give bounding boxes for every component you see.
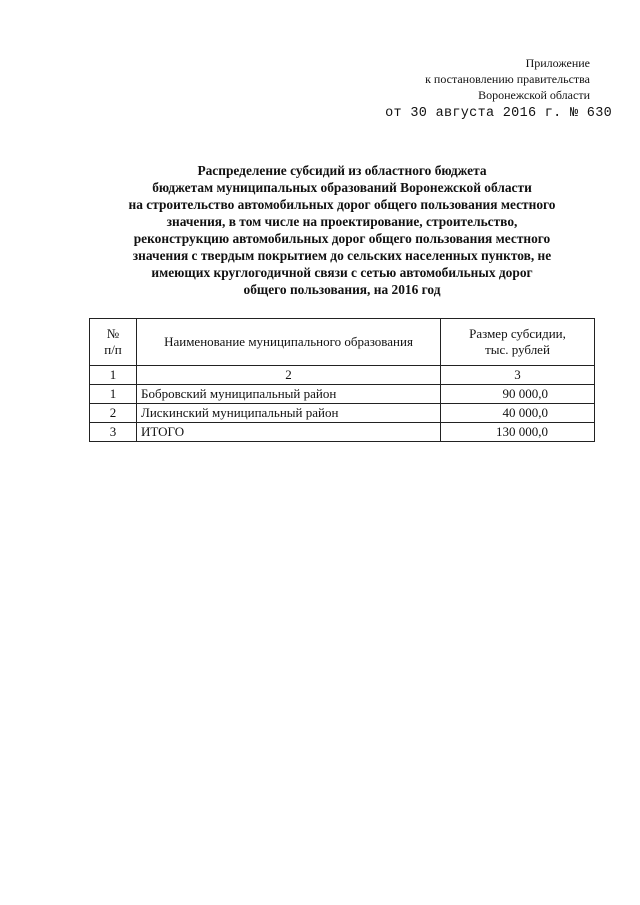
title-line: значения с твердым покрытием до сельских населенных пунктов, не: [132, 248, 552, 263]
header-subsidy-line2: тыс. рублей: [485, 342, 550, 357]
appendix-line: к постановлению правительства: [425, 72, 590, 86]
header-number-sign: №: [106, 326, 120, 341]
row-total-subsidy: 130 000,0: [441, 423, 595, 442]
subsidies-table: [89, 318, 595, 442]
appendix-line: Воронежской области: [478, 88, 590, 102]
title-line: имеющих круглогодичной связи с сетью автомобильных дорог: [151, 265, 533, 280]
row-subsidy: 90 000,0: [441, 385, 595, 404]
column-index: 3: [441, 366, 595, 385]
header-number-abbr: п/п: [104, 342, 122, 357]
table-row: [90, 404, 595, 423]
title-line: на строительство автомобильных дорог общего пользования местного: [128, 197, 556, 212]
row-municipality: Бобровский муниципальный район: [137, 385, 441, 404]
column-index: 2: [137, 366, 441, 385]
title-line: бюджетам муниципальных образований Воронежской области: [152, 180, 532, 195]
column-index: 1: [90, 366, 137, 385]
column-index-row: [90, 366, 595, 385]
header-subsidy-line1: Размер субсидии,: [469, 326, 566, 341]
row-subsidy: 40 000,0: [441, 404, 595, 423]
header-municipality: Наименование муниципального образования: [137, 319, 441, 366]
document-title: [90, 162, 594, 298]
table-row-total: [90, 423, 595, 442]
row-number: 3: [90, 423, 137, 442]
resolution-date-number: от 30 августа 2016 г. № 630: [385, 106, 612, 121]
table-header-row: [90, 319, 595, 366]
table-row: [90, 385, 595, 404]
row-number: 2: [90, 404, 137, 423]
title-line: реконструкцию автомобильных дорог общего пользования местного: [133, 231, 551, 246]
title-line: общего пользования, на 2016 год: [243, 282, 441, 297]
appendix-block: [425, 55, 590, 103]
row-total-label: ИТОГО: [137, 423, 441, 442]
row-number: 1: [90, 385, 137, 404]
header-number: [90, 319, 137, 366]
appendix-line: Приложение: [525, 56, 590, 70]
header-subsidy-amount: [441, 319, 595, 366]
title-line: значения, в том числе на проектирование, строительство,: [166, 214, 518, 229]
row-municipality: Лискинский муниципальный район: [137, 404, 441, 423]
title-line: Распределение субсидий из областного бюджета: [197, 163, 487, 178]
